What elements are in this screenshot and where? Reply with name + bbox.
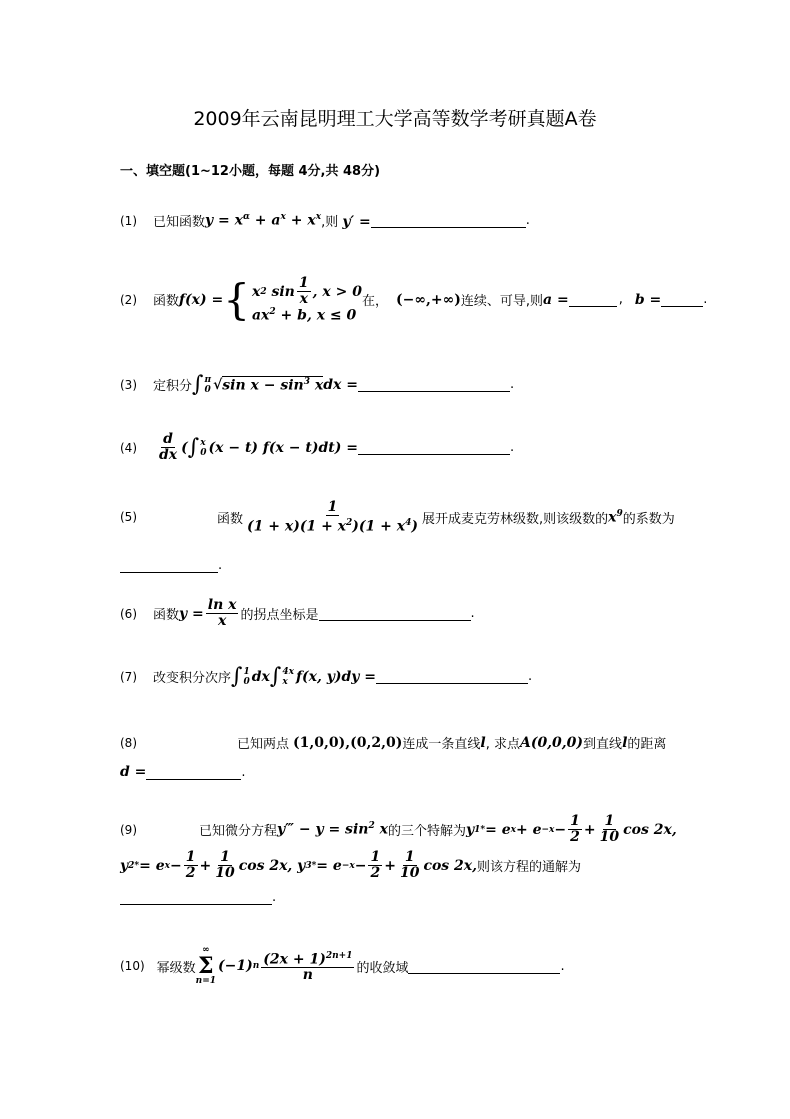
question-text: 则该方程的通解为	[477, 860, 582, 875]
points: (1,0,0),(0,2,0)	[293, 734, 403, 751]
var-d: d =	[120, 764, 147, 780]
answer-blank[interactable]	[371, 213, 526, 228]
question-number: (7)	[120, 669, 137, 684]
question-number: (4)	[120, 440, 137, 455]
denominator: x	[217, 613, 227, 629]
question-text: 已知函数	[153, 215, 206, 230]
fraction	[243, 500, 422, 535]
question-text: 展开成麦克劳林级数,则该级数的	[422, 511, 609, 527]
interval: (−∞,+∞)	[395, 291, 461, 308]
math-expression: ∫ 1 0 dx ∫ 4x x f(x, y)dy =	[231, 664, 377, 689]
question-7	[120, 664, 532, 689]
separator: ,	[618, 292, 623, 308]
question-number: (1)	[120, 213, 137, 228]
period: .	[218, 558, 223, 573]
question-text: , 求点	[485, 737, 520, 752]
question-text: 的系数为	[622, 511, 675, 527]
line-l: l	[480, 734, 486, 751]
numerator: 1	[327, 499, 338, 515]
math-expression: $\frac{d}{dx}$ ( ∫ x 0 (x − t) f(x − t)dt) =	[159, 431, 358, 463]
question-text: 的三个特解为	[387, 824, 466, 839]
question-text: 函数	[217, 511, 244, 527]
answer-blank[interactable]	[319, 606, 471, 621]
answer-blank[interactable]	[376, 669, 528, 684]
var-a: a =	[543, 291, 569, 308]
question-2	[120, 276, 707, 324]
question-text: 定积分	[153, 379, 193, 394]
equation: y‴ − $y = \sin^2 x$	[277, 821, 388, 838]
case-1: x 2 sin $\frac{1}{x}$ , x > 0	[251, 275, 362, 307]
question-6	[120, 598, 475, 629]
question-text: 函数	[153, 294, 180, 310]
question-text: 在，	[361, 294, 388, 310]
answer-blank-b[interactable]	[661, 292, 703, 307]
question-4	[120, 432, 514, 463]
line-l: l	[622, 734, 628, 751]
math-expression: $y = x^\alpha + a^x + x^x$	[205, 212, 322, 229]
question-10	[120, 946, 565, 986]
math-expression: ∫ π 0 √ $\sin x - \sin^3 x$ dx =	[192, 372, 358, 397]
question-text: ,则 y′ =	[321, 214, 371, 230]
answer-blank[interactable]	[358, 377, 510, 392]
answer-blank[interactable]	[120, 558, 218, 573]
page-title: 2009年云南昆明理工大学高等数学考研真题A卷	[193, 108, 597, 130]
question-number: (9)	[120, 822, 137, 837]
question-9-answer	[120, 890, 276, 905]
question-number: (2)	[120, 292, 137, 307]
math-expression: ∞ Σ n=1 (−1) n $\frac{(2x + 1)^{2n+1}}{n}$	[195, 945, 353, 986]
numerator: ln x	[207, 597, 237, 613]
question-text: 已知微分方程	[199, 824, 278, 839]
period: .	[272, 890, 277, 905]
period: .	[510, 377, 515, 392]
period: .	[509, 440, 515, 455]
piecewise-cases	[252, 276, 362, 324]
answer-blank[interactable]	[358, 440, 510, 455]
var-y: y =	[179, 605, 204, 622]
case-2: $ax^2 + b$, x ≤ 0	[251, 307, 357, 324]
section-heading: 一、填空题(1~12小题，每题 4分,共 48分)	[120, 164, 381, 179]
question-number: (5)	[120, 510, 137, 525]
question-text: 已知两点	[237, 737, 290, 752]
question-8-answer	[120, 764, 246, 780]
period: .	[560, 958, 565, 974]
question-5	[120, 500, 675, 535]
question-text: 连成一条直线	[402, 737, 481, 752]
question-text: 的距离	[627, 737, 667, 752]
period: .	[703, 292, 708, 308]
question-9	[120, 814, 677, 845]
question-1	[120, 211, 530, 230]
question-text: 的收敛域	[356, 960, 409, 976]
period: .	[528, 669, 533, 684]
particular-solution-1: y 1 * = e x + e −x − $\frac{1}{2}$ + $\frac{1}{10}$ cos 2x,	[465, 813, 677, 845]
question-text: 改变积分次序	[153, 671, 232, 686]
period: .	[470, 606, 475, 621]
particular-solutions-2-3: y 2 * = e x − $\frac{1}{2}$ + $\frac{1}{10}$ cos 2x, y 3 * = e −x − $\frac{1}{2}$ + $\frac{1}{10}$ cos 2x,	[120, 849, 478, 881]
question-number: (8)	[120, 735, 137, 750]
period: .	[241, 764, 246, 780]
function-name: f(x) =	[179, 291, 224, 308]
answer-blank[interactable]	[408, 959, 560, 974]
question-number: (6)	[120, 606, 137, 621]
var-b: b =	[634, 291, 662, 308]
question-number: (10)	[120, 959, 145, 973]
question-3	[120, 372, 514, 397]
term-x9: $x^9$	[608, 509, 623, 526]
fraction	[204, 598, 241, 629]
question-9-line2	[120, 850, 581, 881]
question-text: 的拐点坐标是	[240, 608, 319, 623]
question-text: 函数	[153, 608, 180, 623]
question-text: 到直线	[583, 737, 623, 752]
denominator: $(1 + x)(1 + x^2)(1 + x^4)$	[247, 518, 419, 535]
question-5-answer	[120, 558, 222, 573]
question-number: (3)	[120, 377, 137, 392]
answer-blank[interactable]	[146, 765, 241, 780]
answer-blank-a[interactable]	[569, 292, 617, 307]
question-text: 连续、可导,则	[460, 294, 544, 310]
period: .	[525, 213, 530, 228]
question-text: 幂级数	[156, 960, 196, 976]
answer-blank[interactable]	[120, 890, 272, 905]
point-a: A(0,0,0)	[519, 734, 584, 751]
brace: {	[223, 274, 250, 324]
question-8	[120, 733, 666, 752]
